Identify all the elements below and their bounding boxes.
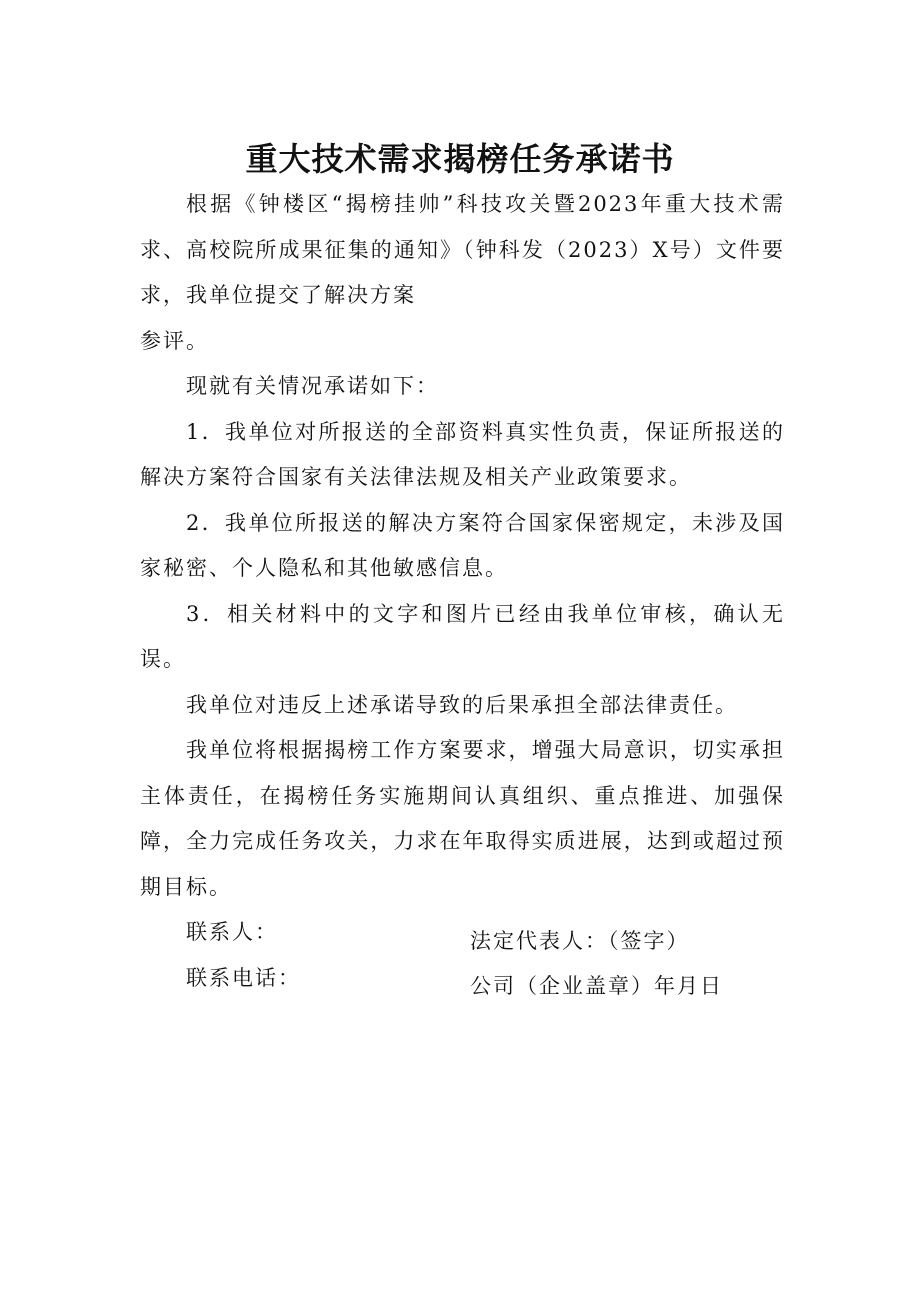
intro-tail: 参评。 (140, 328, 209, 353)
contact-person-label: 联系人： (186, 920, 278, 944)
commitment-item-1: 1．我单位对所报送的全部资料真实性负责，保证所报送的解决方案符合国家有关法律法规及相关产业政策要求。 (140, 419, 785, 489)
commitment-lead: 现就有关情况承诺如下： (186, 374, 439, 398)
commitment-item-2: 2．我单位所报送的解决方案符合国家保密规定，未涉及国家秘密、个人隐私和其他敏感信息。 (140, 510, 785, 580)
commitment-item-3: 3．相关材料中的文字和图片已经由我单位审核，确认无误。 (140, 601, 785, 671)
document-title: 重大技术需求揭榜任务承诺书 (245, 140, 675, 178)
company-seal-date-line: 公司（企业盖章）年月日 (470, 974, 723, 998)
document-body (140, 182, 785, 1001)
liability-statement: 我单位对违反上述承诺导致的后果承担全部法律责任。 (186, 692, 738, 717)
contact-phone-label: 联系电话： (186, 965, 301, 990)
legal-representative-signature-line: 法定代表人：（签字） (470, 929, 690, 953)
commitment-paragraph: 我单位将根据揭榜工作方案要求，增强大局意识，切实承担主体责任，在揭榜任务实施期间认真组织、重点推进、加强保障，全力完成任务攻关，力求在年取得实质进展，达到或超过预期目标。 (140, 738, 785, 899)
intro-paragraph: 根据《钟楼区“揭榜挂帅”科技攻关暨2023年重大技术需求、高校院所成果征集的通知》（钟科发（2023）X号）文件要求，我单位提交了解决方案 (140, 192, 785, 307)
